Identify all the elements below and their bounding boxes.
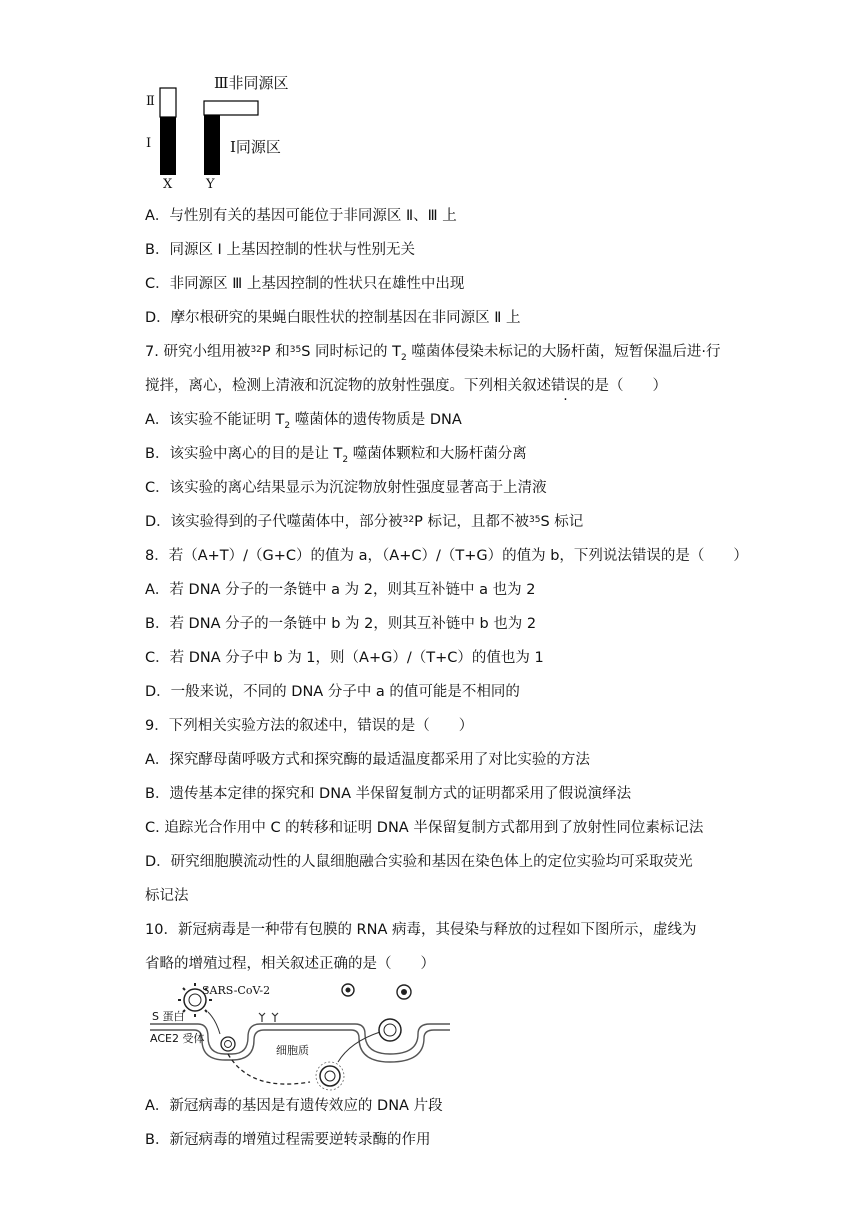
q8-option-d: D．一般来说，不同的 DNA 分子中 a 的值可能是不相同的 — [145, 684, 520, 700]
label-I: Ⅰ — [146, 136, 152, 151]
q6-option-d: D．摩尔根研究的果蝇白眼性状的控制基因在非同源区 Ⅱ 上 — [145, 310, 521, 326]
xy-chromosome-drawing — [155, 86, 265, 178]
virus-released-1 — [342, 984, 354, 996]
entry-arrow — [208, 1012, 220, 1034]
q9-stem: 9．下列相关实验方法的叙述中，错误的是（ ） — [145, 718, 474, 734]
q8-stem: 8．若（A+T）/（G+C）的值为 a，（A+C）/（T+G）的值为 b，下列说法错误的是（ ） — [145, 548, 748, 564]
label-sars-cov-2: SARS-CoV-2 — [202, 984, 271, 997]
label-nonhomologous: Ⅲ非同源区 — [214, 74, 289, 92]
q6-option-a: A．与性别有关的基因可能位于非同源区 Ⅱ、Ⅲ 上 — [145, 208, 457, 224]
label-II: Ⅱ — [146, 94, 155, 109]
q9-option-c: C. 追踪光合作用中 C 的转移和证明 DNA 半保留复制方式都用到了放射性同位素标记法 — [145, 820, 704, 836]
virus-released-2 — [397, 985, 411, 999]
q8-option-a: A．若 DNA 分子的一条链中 a 为 2，则其互补链中 a 也为 2 — [145, 582, 536, 598]
q7-stem-line1: 7. 研究小组用被$^{32}$P 和$^{35}$S 同时标记的 $T_2$ 噬菌体侵染未标记的大肠杆菌，短暂保温后进·行 — [145, 344, 721, 363]
label-ace2: ACE2 受体 — [150, 1032, 205, 1045]
x-region-II — [160, 88, 176, 117]
q10-option-a: A．新冠病毒的基因是有遗传效应的 DNA 片段 — [145, 1098, 443, 1114]
q8-option-b: B．若 DNA 分子的一条链中 b 为 2，则其互补链中 b 也为 2 — [145, 616, 537, 632]
q9-option-d: D．研究细胞膜流动性的人鼠细胞融合实验和基因在染色体上的定位实验均可采取荧光 — [145, 854, 693, 870]
label-s-protein: S 蛋白 — [152, 1010, 185, 1023]
q10-stem-line1: 10．新冠病毒是一种带有包膜的 RNA 病毒，其侵染与释放的过程如下图所示，虚线为 — [145, 922, 697, 938]
q7-stem-line2: 搅拌，离心，检测上清液和沉淀物的放射性强度。下列相关叙述错误的是（ ） — [145, 378, 667, 394]
q6-option-c: C．非同源区 Ⅲ 上基因控制的性状只在雄性中出现 — [145, 276, 465, 292]
x-region-I — [160, 117, 176, 175]
q7-option-d: D．该实验得到的子代噬菌体中，部分被$^{32}$P 标记，且都不被$^{35}$S 标记 — [145, 514, 584, 530]
emphasis-word: 错误 — [551, 378, 580, 394]
q9-option-d-cont: 标记法 — [145, 888, 189, 904]
label-homologous: Ⅰ同源区 — [230, 138, 281, 156]
virus-budding — [379, 1019, 401, 1041]
q7-option-a: A．该实验不能证明 $T_2$ 噬菌体的遗传物质是 DNA — [145, 412, 462, 431]
q10-option-b: B．新冠病毒的增殖过程需要逆转录酶的作用 — [145, 1132, 431, 1148]
virus-in-vesicle — [221, 1037, 235, 1051]
label-cytoplasm: 细胞质 — [276, 1044, 309, 1057]
label-X: X — [163, 177, 173, 192]
q7-option-b: B．该实验中离心的目的是让 $T_2$ 噬菌体颗粒和大肠杆菌分离 — [145, 446, 527, 465]
y-region-III — [204, 101, 258, 115]
q10-stem-line2: 省略的增殖过程，相关叙述正确的是（ ） — [145, 956, 435, 972]
label-Y: Y — [206, 177, 215, 192]
virus-assembling — [316, 1062, 344, 1090]
q8-option-c: C．若 DNA 分子中 b 为 1，则（A+G）/（T+C）的值也为 1 — [145, 650, 544, 666]
q9-option-b: B．遗传基本定律的探究和 DNA 半保留复制方式的证明都采用了假说演绎法 — [145, 786, 632, 802]
q7-option-c: C．该实验的离心结果显示为沉淀物放射性强度显著高于上清液 — [145, 480, 547, 496]
ace2-receptors — [259, 1013, 278, 1022]
q9-option-a: A．探究酵母菌呼吸方式和探究酶的最适温度都采用了对比实验的方法 — [145, 752, 590, 768]
q6-option-b: B．同源区 Ⅰ 上基因控制的性状与性别无关 — [145, 242, 415, 258]
y-region-I — [204, 115, 220, 175]
